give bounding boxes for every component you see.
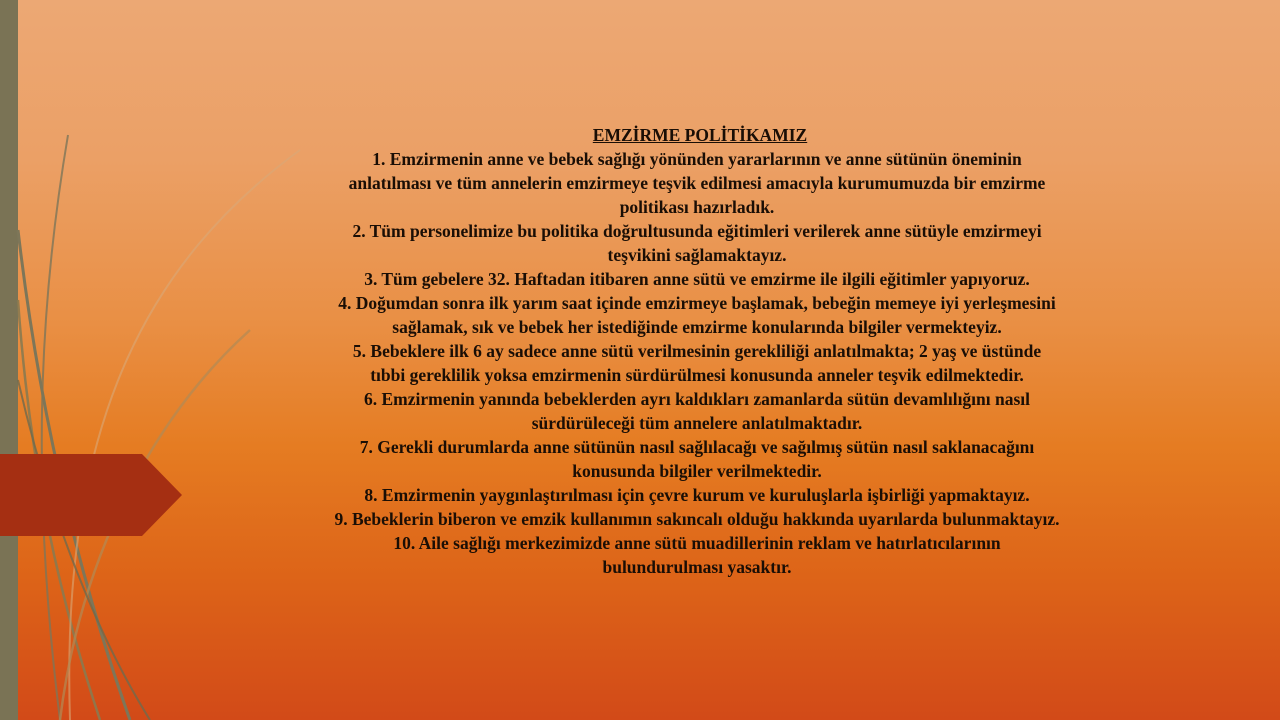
text-line: teşvikini sağlamaktayız. — [607, 245, 787, 265]
text-line: bulundurulması yasaktır. — [602, 557, 792, 577]
text-line: anlatılması ve tüm annelerin emzirmeye teşvik edilmesi amacıyla kurumumuzda bir emzirme — [348, 173, 1046, 193]
policy-text-block — [274, 123, 1120, 579]
text-line: konusunda bilgiler verilmektedir. — [572, 461, 822, 481]
text-line: sürdürüleceği tüm annelere anlatılmaktadır. — [531, 413, 863, 433]
text-line: 9. Bebeklerin biberon ve emzik kullanımın sakıncalı olduğu hakkında uyarılarda bulunmaktayız. — [334, 509, 1060, 529]
arrow-tab-shape — [0, 454, 182, 536]
text-line: tıbbi gereklilik yoksa emzirmenin sürdürülmesi konusunda anneler teşvik edilmektedir. — [370, 365, 1024, 385]
text-line: 8. Emzirmenin yaygınlaştırılması için çevre kurum ve kuruluşlarla işbirliği yapmaktayız. — [364, 485, 1030, 505]
decorative-curves — [0, 0, 320, 720]
text-line: 4. Doğumdan sonra ilk yarım saat içinde emzirmeye başlamak, bebeğin memeye iyi yerleşmesini — [338, 293, 1056, 313]
text-line: 7. Gerekli durumlarda anne sütünün nasıl sağlılacağı ve sağılmış sütün nasıl saklanacağını — [359, 437, 1035, 457]
text-line: 1. Emzirmenin anne ve bebek sağlığı yönünden yararlarının ve anne sütünün öneminin — [372, 149, 1022, 169]
text-line: 2. Tüm personelimize bu politika doğrultusunda eğitimleri verilerek anne sütüyle emzirmeyi — [352, 221, 1042, 241]
text-line: 6. Emzirmenin yanında bebeklerden ayrı kaldıkları zamanlarda sütün devamlılığını nasıl — [363, 389, 1031, 409]
text-line: sağlamak, sık ve bebek her istediğinde emzirme konularında bilgiler vermekteyiz. — [392, 317, 1002, 337]
slide-title: EMZİRME POLİTİKAMIZ — [592, 125, 808, 145]
text-line: 10. Aile sağlığı merkezimizde anne sütü muadillerinin reklam ve hatırlatıcılarının — [393, 533, 1001, 553]
text-line: 3. Tüm gebelere 32. Haftadan itibaren anne sütü ve emzirme ile ilgili eğitimler yapıyoruz. — [364, 269, 1030, 289]
text-line: 5. Bebeklere ilk 6 ay sadece anne sütü verilmesinin gerekliliği anlatılmakta; 2 yaş ve üstünde — [352, 341, 1042, 361]
text-line: politikası hazırladık. — [619, 197, 775, 217]
